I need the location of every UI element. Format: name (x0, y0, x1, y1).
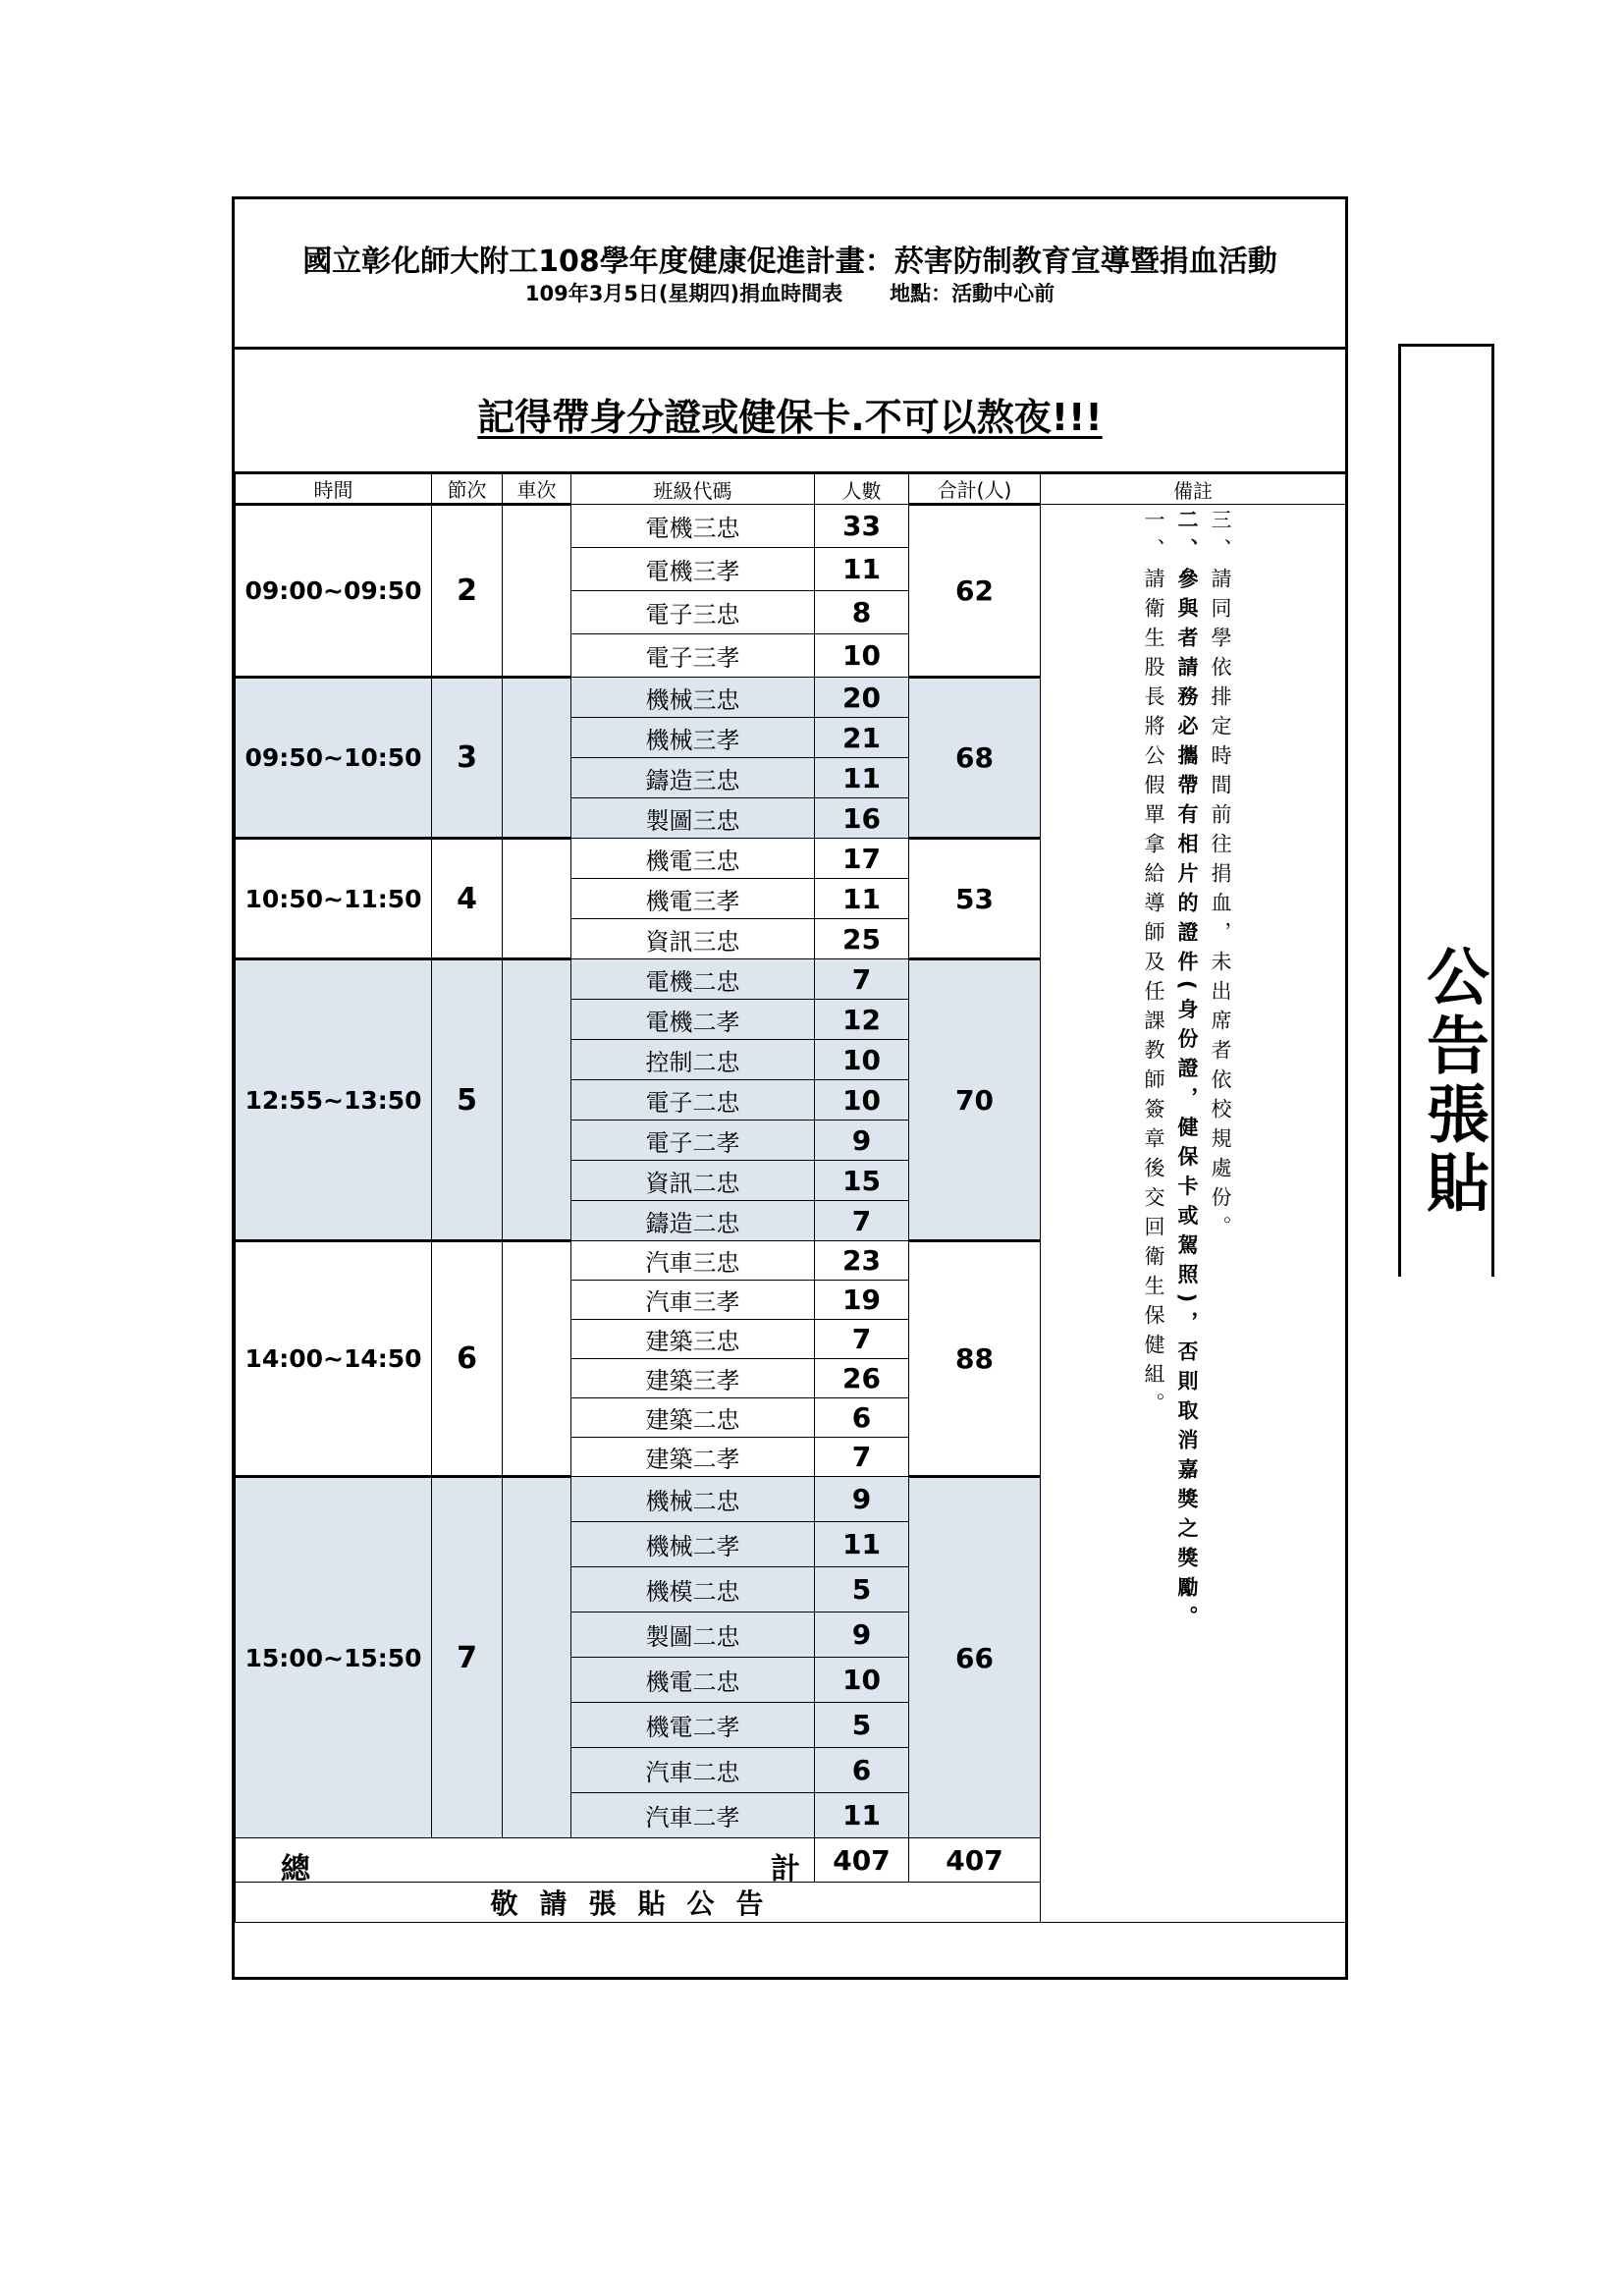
student-count: 8 (815, 591, 909, 634)
student-count: 11 (815, 1522, 909, 1567)
time-slot: 12:55~13:50 (236, 959, 432, 1241)
vehicle-cell (503, 839, 571, 959)
posting-label-box (1398, 344, 1494, 1277)
class-code: 電子二忠 (571, 1080, 815, 1121)
period-number: 3 (432, 678, 503, 839)
total-label-left: 總 (281, 1852, 310, 1886)
period-number: 2 (432, 505, 503, 678)
remark-note: 一、請衛生股長將公假單拿給導師及任課教師簽章後交回衛生保健組。 (1142, 509, 1165, 1422)
student-count: 10 (815, 1080, 909, 1121)
col-header: 班級代碼 (571, 474, 815, 505)
class-code: 電子三忠 (571, 591, 815, 634)
class-code: 製圖三忠 (571, 798, 815, 839)
group-subtotal: 62 (909, 505, 1041, 678)
student-count: 9 (815, 1121, 909, 1161)
group-subtotal: 68 (909, 678, 1041, 839)
student-count: 19 (815, 1281, 909, 1320)
schedule-table (235, 473, 1346, 1923)
col-header: 人數 (815, 474, 909, 505)
student-count: 17 (815, 839, 909, 879)
student-count: 6 (815, 1748, 909, 1793)
time-slot: 15:00~15:50 (236, 1477, 432, 1838)
student-count: 10 (815, 634, 909, 678)
student-count: 11 (815, 879, 909, 919)
class-code: 機電二孝 (571, 1703, 815, 1748)
student-count: 5 (815, 1703, 909, 1748)
class-code: 汽車三忠 (571, 1241, 815, 1281)
student-count: 11 (815, 1793, 909, 1838)
vehicle-cell (503, 1477, 571, 1838)
class-code: 汽車二忠 (571, 1748, 815, 1793)
col-header: 節次 (432, 474, 503, 505)
class-code: 電機三孝 (571, 548, 815, 591)
student-count: 7 (815, 959, 909, 1000)
student-count: 20 (815, 678, 909, 718)
class-code: 電機二孝 (571, 1000, 815, 1040)
class-code: 資訊二忠 (571, 1161, 815, 1201)
vehicle-cell (503, 1241, 571, 1477)
student-count: 11 (815, 758, 909, 798)
class-code: 機械三孝 (571, 718, 815, 758)
table-row (236, 505, 1346, 548)
class-code: 電子二孝 (571, 1121, 815, 1161)
student-count: 11 (815, 548, 909, 591)
class-code: 建築二忠 (571, 1398, 815, 1438)
total-sum: 407 (909, 1838, 1041, 1883)
event-location: 地點：活動中心前 (890, 282, 1055, 305)
student-count: 21 (815, 718, 909, 758)
vehicle-cell (503, 959, 571, 1241)
student-count: 10 (815, 1040, 909, 1080)
student-count: 7 (815, 1438, 909, 1477)
reminder-text: 記得帶身分證或健保卡.不可以熬夜!!! (477, 396, 1103, 439)
student-count: 7 (815, 1320, 909, 1359)
group-subtotal: 53 (909, 839, 1041, 959)
class-code: 鑄造二忠 (571, 1201, 815, 1241)
student-count: 9 (815, 1477, 909, 1522)
period-number: 7 (432, 1477, 503, 1838)
student-count: 33 (815, 505, 909, 548)
class-code: 機械二忠 (571, 1477, 815, 1522)
class-code: 建築三忠 (571, 1320, 815, 1359)
student-count: 6 (815, 1398, 909, 1438)
student-count: 10 (815, 1658, 909, 1703)
class-code: 機電三孝 (571, 879, 815, 919)
group-subtotal: 66 (909, 1477, 1041, 1838)
class-code: 電子三孝 (571, 634, 815, 678)
class-code: 電機二忠 (571, 959, 815, 1000)
class-code: 資訊三忠 (571, 919, 815, 959)
student-count: 25 (815, 919, 909, 959)
student-count: 23 (815, 1241, 909, 1281)
col-header: 合計(人) (909, 474, 1041, 505)
reminder-box (235, 350, 1345, 473)
student-count: 9 (815, 1613, 909, 1658)
group-subtotal: 70 (909, 959, 1041, 1241)
class-code: 機模二忠 (571, 1567, 815, 1613)
class-code: 機械二孝 (571, 1522, 815, 1567)
class-code: 製圖二忠 (571, 1613, 815, 1658)
class-code: 機電二忠 (571, 1658, 815, 1703)
footer-notice: 敬請張貼公告 (236, 1883, 1041, 1923)
class-code: 建築二孝 (571, 1438, 815, 1477)
time-slot: 10:50~11:50 (236, 839, 432, 959)
period-number: 5 (432, 959, 503, 1241)
vehicle-cell (503, 678, 571, 839)
posting-label: 公告張貼 (1416, 944, 1488, 1219)
class-code: 鑄造三忠 (571, 758, 815, 798)
class-code: 汽車二孝 (571, 1793, 815, 1838)
class-code: 建築三孝 (571, 1359, 815, 1398)
student-count: 5 (815, 1567, 909, 1613)
remarks-cell (1041, 505, 1346, 1923)
time-slot: 14:00~14:50 (236, 1241, 432, 1477)
remark-note: 三、請同學依排定時間前往捐血，未出席者依校規處份。 (1209, 509, 1232, 1245)
student-count: 7 (815, 1201, 909, 1241)
header-row (236, 474, 1346, 505)
class-code: 機械三忠 (571, 678, 815, 718)
time-slot: 09:00~09:50 (236, 505, 432, 678)
class-code: 汽車三孝 (571, 1281, 815, 1320)
class-code: 電機三忠 (571, 505, 815, 548)
col-header: 備註 (1041, 474, 1346, 505)
title-box (235, 199, 1345, 350)
col-header: 時間 (236, 474, 432, 505)
time-slot: 09:50~10:50 (236, 678, 432, 839)
col-header: 車次 (503, 474, 571, 505)
student-count: 16 (815, 798, 909, 839)
event-date: 109年3月5日(星期四)捐血時間表 (524, 282, 843, 305)
student-count: 12 (815, 1000, 909, 1040)
class-code: 機電三忠 (571, 839, 815, 879)
total-label (236, 1838, 815, 1886)
vehicle-cell (503, 505, 571, 678)
date-location-line (235, 278, 1345, 307)
remark-note: 二、參與者請務必攜帶有相片的證件(身份證，健保卡或駕照)，否則取消嘉獎之獎勵。 (1175, 509, 1199, 1636)
total-count: 407 (815, 1838, 909, 1883)
period-number: 4 (432, 839, 503, 959)
document-title: 國立彰化師大附工108學年度健康促進計畫：菸害防制教育宣導暨捐血活動 (302, 245, 1277, 279)
group-subtotal: 88 (909, 1241, 1041, 1477)
student-count: 26 (815, 1359, 909, 1398)
total-label-right: 計 (771, 1852, 800, 1886)
schedule-sheet (232, 196, 1348, 1980)
class-code: 控制二忠 (571, 1040, 815, 1080)
student-count: 15 (815, 1161, 909, 1201)
period-number: 6 (432, 1241, 503, 1477)
